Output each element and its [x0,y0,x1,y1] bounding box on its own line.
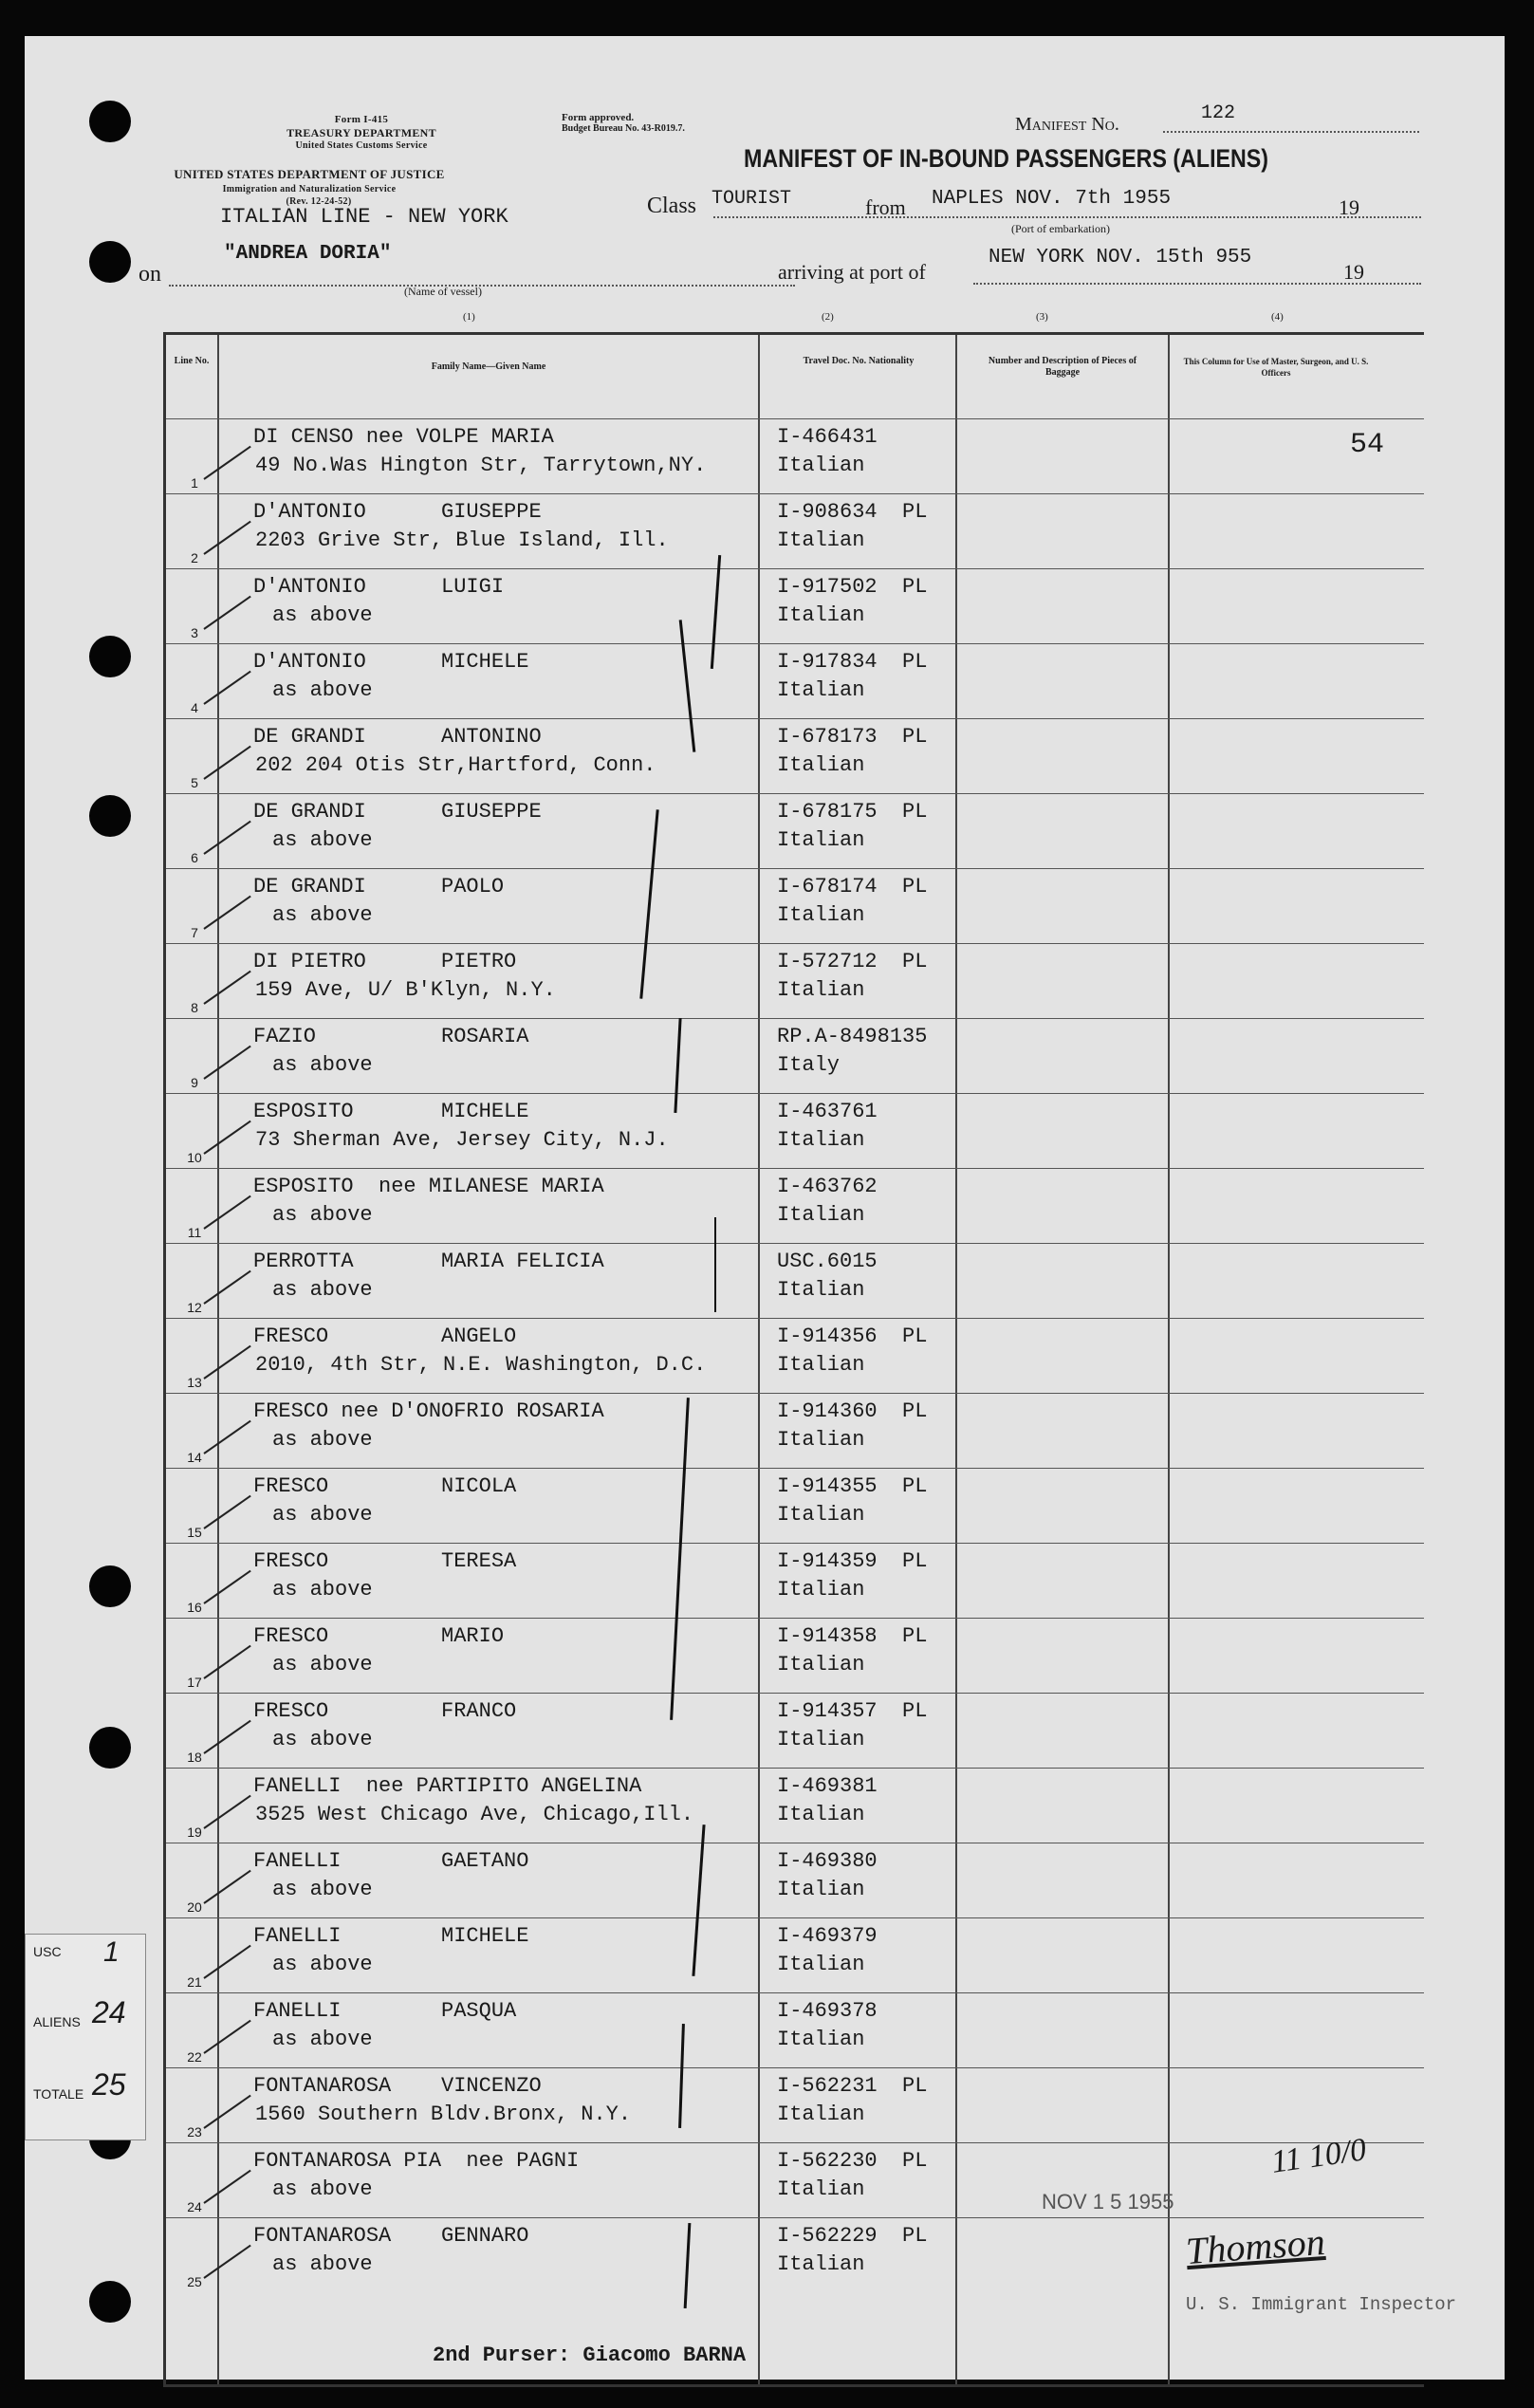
class-label: Class [647,194,697,218]
embark-caption: (Port of embarkation) [1011,222,1110,235]
table-row [166,1693,1424,1769]
passenger-address: 159 Ave, U/ B'Klyn, N.Y. [255,978,556,1002]
passenger-address: as above [272,678,373,702]
passenger-name: FONTANAROSA VINCENZO [253,2074,542,2098]
passenger-name: FANELLI MICHELE [253,1924,529,1948]
check-mark [203,2020,250,2054]
dept-of-justice: UNITED STATES DEPARTMENT OF JUSTICE [174,167,445,181]
passenger-name: FONTANAROSA PIA nee PAGNI [253,2149,580,2173]
usc-count: 1 [103,1936,120,1968]
travel-doc-number: I-914356 PL [777,1324,928,1348]
header-line-no: Line No. [174,356,210,366]
passenger-address: as above [272,1053,373,1077]
table-row [166,718,1424,794]
pen-mark [714,1217,716,1312]
budget-bureau: Budget Bureau No. 43-R019.7. [562,123,685,134]
passenger-name: PERROTTA MARIA FELICIA [253,1250,604,1273]
passenger-name: FRESCO TERESA [253,1549,517,1573]
line-number: 15 [187,1525,202,1540]
table-row [166,568,1424,644]
table-row [166,418,1424,494]
line-number: 4 [191,700,198,715]
travel-doc-number: I-678174 PL [777,875,928,898]
form-approved: Form approved. [562,112,635,123]
passenger-name: FANELLI PASQUA [253,1999,517,2023]
check-mark [203,446,250,480]
check-mark [203,2095,250,2129]
aliens-count: 24 [92,1995,126,2029]
usc-label: USC [33,1944,62,1959]
nationality: Italian [777,2177,865,2201]
nationality: Italian [777,1728,865,1751]
passenger-address: as above [272,603,373,627]
check-mark [203,1570,250,1604]
line-number: 25 [187,2274,202,2289]
line-number: 8 [191,1000,198,1015]
travel-doc-number: I-678173 PL [777,725,928,749]
travel-doc-number: I-469381 [777,1774,878,1798]
received-date-stamp: NOV 1 5 1955 [1042,2190,1174,2214]
header-officers: This Column for Use of Master, Surgeon, and U. S. Officers [1183,357,1369,378]
totale-count: 25 [92,2067,126,2102]
passenger-address: as above [272,2252,373,2276]
table-row [166,1992,1424,2068]
table-row [166,943,1424,1019]
line-number: 23 [187,2124,202,2139]
passenger-name: DE GRANDI ANTONINO [253,725,542,749]
line-number: 9 [191,1075,198,1090]
table-row [166,1018,1424,1094]
officer-note: 54 [1350,429,1385,461]
handwritten-fraction: 11 10/0 [1268,2132,1369,2180]
table-row [166,868,1424,944]
check-mark [203,1495,250,1529]
line-number: 3 [191,625,198,640]
passenger-name: FRESCO ANGELO [253,1324,517,1348]
check-mark [203,1345,250,1380]
check-mark [203,971,250,1005]
passenger-address: 202 204 Otis Str,Hartford, Conn. [255,753,656,777]
table-row [166,1093,1424,1169]
line-number: 11 [187,1225,202,1240]
travel-doc-number: I-562229 PL [777,2224,928,2248]
passenger-name: DI CENSO nee VOLPE MARIA [253,425,554,449]
passenger-name: DE GRANDI GIUSEPPE [253,800,542,824]
passenger-name: ESPOSITO nee MILANESE MARIA [253,1175,604,1198]
from-label: from [865,195,906,219]
check-mark [203,2170,250,2204]
travel-doc-number: I-469380 [777,1849,878,1873]
passenger-name: FRESCO nee D'ONOFRIO ROSARIA [253,1399,604,1423]
travel-doc-number: I-914355 PL [777,1474,928,1498]
passenger-name: FONTANAROSA GENNARO [253,2224,529,2248]
nationality: Italian [777,1653,865,1676]
passenger-address: as above [272,1878,373,1901]
nationality: Italian [777,2102,865,2126]
header-doc: Travel Doc. No. Nationality [803,356,915,366]
vessel-caption: (Name of vessel) [404,285,482,298]
vessel-dotted-line [169,285,795,287]
nationality: Italian [777,1353,865,1377]
column-number-2: (2) [822,311,834,323]
travel-doc-number: I-463762 [777,1175,878,1198]
check-mark [203,2245,250,2279]
shipping-line: ITALIAN LINE - NEW YORK [220,205,508,229]
nationality: Italian [777,903,865,927]
nationality: Italian [777,454,865,477]
check-mark [203,1270,250,1305]
travel-doc-number: I-914357 PL [777,1699,928,1723]
travel-doc-number: I-914360 PL [777,1399,928,1423]
check-mark [203,1645,250,1679]
nationality: Italian [777,528,865,552]
travel-doc-number: I-466431 [777,425,878,449]
travel-doc-number: I-572712 PL [777,950,928,973]
check-mark [203,821,250,855]
table-row [166,793,1424,869]
nationality: Italian [777,1878,865,1901]
table-row [166,493,1424,569]
check-mark [203,1720,250,1754]
class-value: TOURIST [712,188,792,210]
year-suffix-2: 19 [1343,260,1364,284]
passenger-name: FANELLI nee PARTIPITO ANGELINA [253,1774,642,1798]
arriving-value: NEW YORK NOV. 15th 955 [989,247,1252,269]
passenger-name: DI PIETRO PIETRO [253,950,517,973]
line-number: 6 [191,850,198,865]
table-row [166,1768,1424,1843]
passenger-address: as above [272,1953,373,1976]
check-mark [203,1795,250,1829]
on-label: on [139,262,161,287]
header-name: Family Name—Given Name [431,361,546,372]
immigration-service: Immigration and Naturalization Service [222,184,397,194]
punch-hole [89,101,131,142]
nationality: Italy [777,1053,841,1077]
line-number: 13 [187,1375,202,1390]
travel-doc-number: I-463761 [777,1100,878,1123]
table-row [166,1468,1424,1544]
passenger-address: 73 Sherman Ave, Jersey City, N.J. [255,1128,669,1152]
check-mark [203,596,250,630]
passenger-address: as above [272,1503,373,1527]
nationality: Italian [777,678,865,702]
class-dotted-line [713,216,1421,218]
header-baggage: Number and Description of Pieces of Baggage [988,356,1137,378]
revision: (Rev. 12-24-52) [286,196,352,207]
travel-doc-number: USC.6015 [777,1250,878,1273]
nationality: Italian [777,1503,865,1527]
line-number: 7 [191,925,198,940]
treasury-department: TREASURY DEPARTMENT [286,126,436,139]
nationality: Italian [777,1128,865,1152]
travel-doc-number: I-917502 PL [777,575,928,599]
manifest-dotted-line [1163,131,1419,133]
passenger-address: as above [272,1653,373,1676]
nationality: Italian [777,1953,865,1976]
table-row [166,1168,1424,1244]
nationality: Italian [777,2028,865,2051]
check-mark [203,896,250,930]
check-mark [203,1945,250,1979]
from-value: NAPLES NOV. 7th 1955 [932,188,1172,210]
line-number: 24 [187,2199,202,2214]
travel-doc-number: I-908634 PL [777,500,928,524]
line-number: 18 [187,1750,202,1765]
travel-doc-number: I-469379 [777,1924,878,1948]
passenger-address: as above [272,1578,373,1602]
passenger-name: FAZIO ROSARIA [253,1025,529,1048]
passenger-address: as above [272,2177,373,2201]
inspector-title: U. S. Immigrant Inspector [1186,2294,1457,2315]
passenger-name: D'ANTONIO LUIGI [253,575,505,599]
travel-doc-number: I-562230 PL [777,2149,928,2173]
passenger-address: as above [272,2028,373,2051]
nationality: Italian [777,1428,865,1452]
check-mark [203,1870,250,1904]
nationality: Italian [777,1803,865,1826]
arriving-label: arriving at port of [778,260,926,284]
table-row [166,1843,1424,1918]
manifest-page [25,36,1505,2380]
line-number: 1 [191,475,198,491]
passenger-address: as above [272,1728,373,1751]
travel-doc-number: I-914358 PL [777,1624,928,1648]
table-row [166,1318,1424,1394]
passenger-address: 2010, 4th Str, N.E. Washington, D.C. [255,1353,707,1377]
table-row [166,1543,1424,1619]
punch-hole [89,241,131,283]
line-number: 20 [187,1899,202,1915]
year-suffix: 19 [1339,195,1359,219]
passenger-name: FANELLI GAETANO [253,1849,529,1873]
punch-hole [89,1727,131,1769]
manifest-no-label: Manifest No. [1015,114,1119,135]
passenger-name: DE GRANDI PAOLO [253,875,505,898]
customs-service: United States Customs Service [295,140,428,151]
travel-doc-number: I-917834 PL [777,650,928,674]
line-number: 19 [187,1825,202,1840]
table-row [166,1618,1424,1694]
vessel-name: "ANDREA DORIA" [224,243,392,265]
check-mark [203,1420,250,1454]
nationality: Italian [777,1203,865,1227]
check-mark [203,671,250,705]
aliens-label: ALIENS [33,2014,81,2029]
travel-doc-number: I-562231 PL [777,2074,928,2098]
passenger-name: D'ANTONIO GIUSEPPE [253,500,542,524]
nationality: Italian [777,978,865,1002]
passenger-name: ESPOSITO MICHELE [253,1100,529,1123]
nationality: Italian [777,753,865,777]
inspector-signature: Thomson [1184,2219,1327,2273]
margin-tally [25,1934,146,2140]
line-number: 22 [187,2049,202,2065]
check-mark [203,1121,250,1155]
passenger-address: 2203 Grive Str, Blue Island, Ill. [255,528,669,552]
nationality: Italian [777,2252,865,2276]
travel-doc-number: I-469378 [777,1999,878,2023]
passenger-address: as above [272,903,373,927]
table-row [166,1243,1424,1319]
nationality: Italian [777,1578,865,1602]
check-mark [203,1046,250,1080]
passenger-address: as above [272,1203,373,1227]
passenger-address: as above [272,1428,373,1452]
travel-doc-number: I-914359 PL [777,1549,928,1573]
passenger-address: as above [272,828,373,852]
manifest-number: 122 [1201,102,1236,124]
travel-doc-number: I-678175 PL [777,800,928,824]
column-number-3: (3) [1036,311,1048,323]
column-number-1: (1) [463,311,475,323]
check-mark [203,1195,250,1230]
line-number: 5 [191,775,198,790]
line-number: 12 [187,1300,202,1315]
line-number: 17 [187,1675,202,1690]
passenger-address: 3525 West Chicago Ave, Chicago,Ill. [255,1803,694,1826]
passenger-name: FRESCO MARIO [253,1624,505,1648]
purser-line: 2nd Purser: Giacomo BARNA [433,2343,747,2367]
nationality: Italian [777,828,865,852]
line-number: 16 [187,1600,202,1615]
punch-hole [89,2281,131,2323]
table-row [166,1917,1424,1993]
passenger-address: 1560 Southern Bldv.Bronx, N.Y. [255,2102,632,2126]
punch-hole [89,1565,131,1607]
passenger-table [163,332,1424,2387]
line-number: 21 [187,1974,202,1990]
manifest-title: MANIFEST OF IN-BOUND PASSENGERS (ALIENS) [744,144,1269,173]
passenger-name: D'ANTONIO MICHELE [253,650,529,674]
arriving-dotted-line [973,283,1421,285]
line-number: 2 [191,550,198,565]
travel-doc-number: RP.A-8498135 [777,1025,928,1048]
nationality: Italian [777,1278,865,1302]
passenger-address: as above [272,1278,373,1302]
table-row [166,643,1424,719]
totale-label: TOTALE [33,2086,84,2102]
table-row [166,2142,1424,2218]
punch-hole [89,795,131,837]
line-number: 14 [187,1450,202,1465]
table-row [166,1393,1424,1469]
line-number: 10 [187,1150,202,1165]
check-mark [203,746,250,780]
passenger-name: FRESCO NICOLA [253,1474,517,1498]
form-number: Form I-415 [334,114,389,125]
check-mark [203,521,250,555]
passenger-address: 49 No.Was Hington Str, Tarrytown,NY. [255,454,707,477]
column-number-4: (4) [1271,311,1284,323]
nationality: Italian [777,603,865,627]
passenger-name: FRESCO FRANCO [253,1699,517,1723]
punch-hole [89,636,131,677]
table-row [166,2067,1424,2143]
